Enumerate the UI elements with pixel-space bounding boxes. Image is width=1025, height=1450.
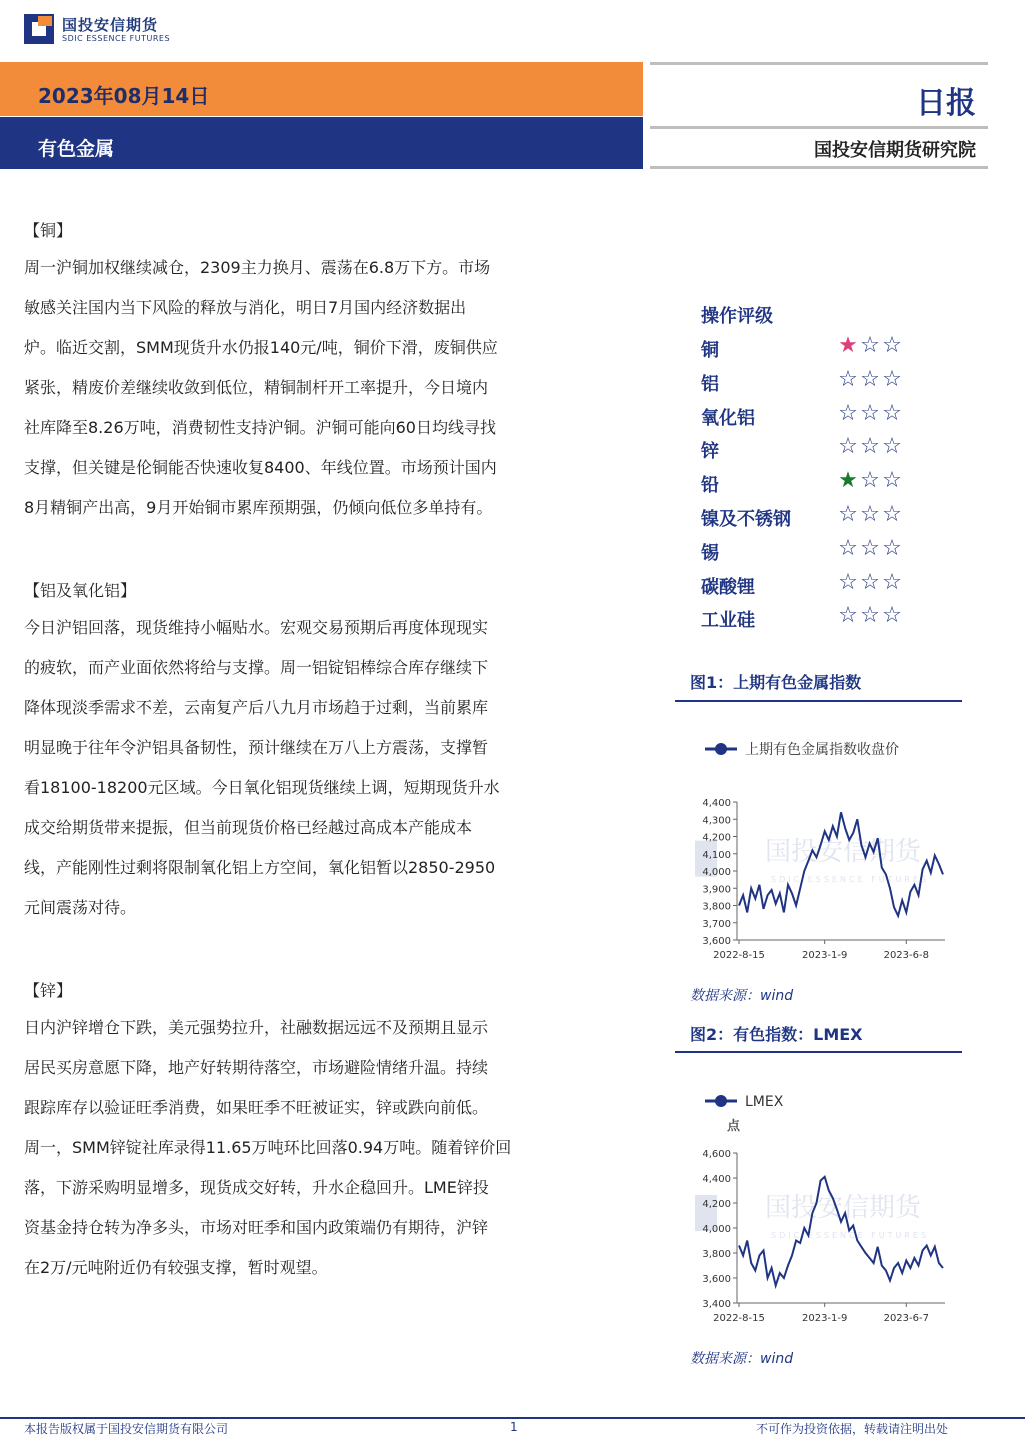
rating-commodity: 镍及不锈钢 bbox=[701, 509, 791, 530]
footer-copyright: 本报告版权属于国投安信期货有限公司 bbox=[24, 1422, 229, 1436]
divider bbox=[650, 126, 988, 129]
star-outline-icon: ☆ bbox=[838, 603, 858, 629]
rating-commodity: 工业硅 bbox=[701, 610, 755, 632]
text-line: 看18100-18200元区域。今日氧化铝现货继续上调，短期现货升水 bbox=[24, 778, 500, 797]
text-line: 敏感关注国内当下风险的释放与消化，明日7月国内经济数据出 bbox=[24, 298, 467, 317]
text-line: 8月精铜产出高，9月开始铜市累库预期强，仍倾向低位多单持有。 bbox=[24, 498, 493, 517]
y-tick-label: 4,300 bbox=[702, 815, 731, 827]
rating-commodity: 锡 bbox=[701, 542, 719, 564]
legend-marker bbox=[715, 743, 727, 755]
text-line: 的疲软，而产业面依然将给与支撑。周一铝锭铝棒综合库存继续下 bbox=[24, 658, 489, 677]
rating-row bbox=[701, 400, 911, 432]
rating-row bbox=[701, 569, 911, 601]
watermark-english: SDIC ESSENCE FUTURES bbox=[771, 1231, 930, 1240]
x-tick-label: 2022-8-15 bbox=[713, 950, 765, 961]
star-outline-icon: ☆ bbox=[882, 603, 902, 629]
y-tick-label: 4,100 bbox=[702, 849, 731, 861]
text-line: 线，产能刚性过剩将限制氧化铝上方空间，氧化铝暂以2850-2950 bbox=[24, 858, 496, 877]
text-line: 社库降至8.26万吨，消费韧性支持沪铜。沪铜可能向60日均线寻找 bbox=[24, 418, 496, 437]
star-outline-icon: ☆ bbox=[882, 366, 902, 392]
y-tick-label: 3,900 bbox=[702, 884, 731, 896]
star-filled-icon: ★ bbox=[838, 333, 858, 358]
y-tick-label: 4,200 bbox=[702, 832, 731, 844]
figure-2-title: 图2：有色指数：LMEX bbox=[690, 1025, 863, 1044]
text-line: 在2万/元吨附近仍有较强支撑，暂时观望。 bbox=[24, 1258, 328, 1277]
text-line: 紧张，精废价差继续收敛到低位，精铜制杆开工率提升，今日境内 bbox=[24, 378, 489, 397]
legend-label: 上期有色金属指数收盘价 bbox=[745, 742, 899, 758]
article-title-copper: 【铜】 bbox=[24, 221, 73, 240]
watermark-text: 国投安信期货 bbox=[765, 836, 922, 867]
text-line: 炉。临近交割，SMM现货升水仍报140元/吨，铜价下滑，废铜供应 bbox=[24, 338, 498, 357]
text-line: 周一沪铜加权继续减仓，2309主力换月、震荡在6.8万下方。市场 bbox=[24, 258, 491, 277]
star-rating bbox=[837, 367, 903, 392]
x-tick-label: 2023-1-9 bbox=[801, 950, 848, 961]
text-line: 周一，SMM锌锭社库录得11.65万吨环比回落0.94万吨。随着锌价回 bbox=[24, 1138, 512, 1157]
footer-rule bbox=[0, 1417, 1025, 1419]
star-outline-icon: ☆ bbox=[838, 366, 858, 392]
y-tick-label: 4,200 bbox=[702, 1199, 731, 1210]
rating-row bbox=[701, 366, 911, 398]
y-tick-label: 3,600 bbox=[702, 1274, 731, 1285]
rating-commodity: 铅 bbox=[701, 475, 719, 497]
star-outline-icon: ☆ bbox=[860, 400, 880, 426]
section-title: 有色金属 bbox=[38, 138, 115, 160]
article-title-aluminium: 【铝及氧化铝】 bbox=[24, 581, 137, 600]
x-tick-label: 2023-6-8 bbox=[883, 950, 929, 961]
x-tick-label: 2023-6-7 bbox=[883, 1313, 929, 1324]
rating-commodity: 碳酸锂 bbox=[701, 576, 755, 598]
star-outline-icon: ☆ bbox=[882, 434, 902, 460]
y-axis-unit: 点 bbox=[727, 1119, 741, 1134]
rating-row bbox=[701, 603, 911, 634]
company-logo-text: 国投安信期货 bbox=[62, 16, 159, 34]
y-tick-label: 4,600 bbox=[702, 1149, 731, 1160]
text-line: 支撑，但关键是伦铜能否快速收复8400、年线位置。市场预计国内 bbox=[24, 458, 497, 477]
company-logo-english: SDIC ESSENCE FUTURES bbox=[62, 34, 171, 43]
text-line: 资基金持仓转为净多头，市场对旺季和国内政策端仍有期待，沪锌 bbox=[24, 1218, 489, 1237]
star-outline-icon: ☆ bbox=[882, 535, 902, 561]
star-rating bbox=[837, 468, 903, 493]
y-tick-label: 4,400 bbox=[702, 1174, 731, 1185]
divider bbox=[650, 62, 988, 65]
rating-row bbox=[701, 502, 911, 533]
star-outline-icon: ☆ bbox=[860, 333, 880, 358]
text-line: 今日沪铝回落，现货维持小幅贴水。宏观交易预期后再度体现现实 bbox=[24, 618, 489, 637]
divider bbox=[650, 166, 988, 169]
watermark-text: 国投安信期货 bbox=[765, 1193, 922, 1223]
star-outline-icon: ☆ bbox=[838, 535, 858, 561]
figure-2-chart bbox=[675, 1080, 962, 1335]
y-tick-label: 3,800 bbox=[702, 1249, 731, 1260]
article-body-zinc bbox=[24, 1008, 606, 1288]
text-line: 元间震荡对待。 bbox=[24, 898, 137, 917]
star-outline-icon: ☆ bbox=[860, 434, 880, 460]
star-outline-icon: ☆ bbox=[838, 569, 858, 595]
y-tick-label: 3,700 bbox=[702, 918, 731, 930]
rating-commodity: 铝 bbox=[701, 373, 719, 395]
figure-1-title: 图1：上期有色金属指数 bbox=[690, 673, 862, 692]
rating-row bbox=[701, 333, 911, 364]
star-outline-icon: ☆ bbox=[882, 569, 902, 595]
footer-disclaimer: 不可作为投资依据，转载请注明出处 bbox=[756, 1422, 949, 1436]
text-line: 跟踪库存以验证旺季消费，如果旺季不旺被证实，锌或跌向前低。 bbox=[24, 1098, 489, 1117]
star-outline-icon: ☆ bbox=[860, 569, 880, 595]
legend-marker bbox=[715, 1095, 727, 1107]
star-outline-icon: ☆ bbox=[860, 468, 880, 494]
star-rating bbox=[837, 401, 903, 426]
star-outline-icon: ☆ bbox=[860, 535, 880, 561]
watermark-english: SDIC ESSENCE FUTURES bbox=[771, 874, 930, 884]
article-body-aluminium bbox=[24, 608, 606, 928]
rating-row bbox=[701, 535, 911, 567]
x-tick-label: 2022-8-15 bbox=[713, 1313, 765, 1324]
rating-commodity: 锌 bbox=[701, 441, 719, 463]
text-line: 降体现淡季需求不差，云南复产后八九月市场趋于过剩，当前累库 bbox=[24, 698, 489, 717]
star-outline-icon: ☆ bbox=[838, 400, 858, 426]
y-tick-label: 4,000 bbox=[702, 867, 731, 878]
text-line: 明显晚于往年令沪铝具备韧性，预计继续在万八上方震荡，支撑暂 bbox=[24, 738, 489, 757]
star-rating bbox=[837, 333, 903, 358]
star-rating bbox=[837, 536, 903, 561]
report-type: 日报 bbox=[916, 86, 976, 121]
article-title-zinc: 【锌】 bbox=[24, 981, 73, 1000]
star-outline-icon: ☆ bbox=[860, 603, 880, 629]
star-outline-icon: ☆ bbox=[838, 502, 858, 527]
text-line: 居民买房意愿下降，地产好转期待落空，市场避险情绪升温。持续 bbox=[24, 1058, 489, 1077]
star-outline-icon: ☆ bbox=[882, 502, 902, 527]
rating-commodity: 氧化铝 bbox=[701, 407, 755, 429]
star-rating bbox=[837, 434, 903, 459]
star-rating bbox=[837, 502, 903, 527]
institute-name: 国投安信期货研究院 bbox=[814, 140, 976, 161]
star-outline-icon: ☆ bbox=[882, 468, 902, 494]
rating-row bbox=[701, 468, 911, 499]
star-outline-icon: ☆ bbox=[838, 434, 858, 460]
y-tick-label: 3,600 bbox=[702, 936, 731, 947]
rating-row bbox=[701, 434, 911, 465]
company-logo-icon bbox=[24, 14, 54, 44]
figure-1-chart bbox=[675, 725, 962, 970]
star-outline-icon: ☆ bbox=[882, 333, 902, 358]
article-body-copper bbox=[24, 248, 606, 528]
star-outline-icon: ☆ bbox=[860, 502, 880, 527]
y-tick-label: 4,000 bbox=[702, 1224, 731, 1235]
figure-2-rule bbox=[675, 1051, 962, 1053]
report-date: 2023年08月14日 bbox=[38, 84, 210, 108]
star-filled-icon: ★ bbox=[838, 468, 858, 494]
y-tick-label: 3,400 bbox=[702, 1299, 731, 1310]
figure-2-source: 数据来源：wind bbox=[690, 1351, 794, 1367]
star-rating bbox=[837, 603, 903, 628]
x-tick-label: 2023-1-9 bbox=[801, 1313, 848, 1324]
page-number: 1 bbox=[510, 1420, 518, 1434]
figure-1-source: 数据来源：wind bbox=[690, 988, 794, 1004]
y-tick-label: 3,800 bbox=[702, 901, 731, 913]
star-rating bbox=[837, 570, 903, 595]
text-line: 落，下游采购明显增多，现货成交好转，升水企稳回升。LME锌投 bbox=[24, 1178, 489, 1197]
rating-commodity: 铜 bbox=[701, 340, 719, 361]
text-line: 日内沪锌增仓下跌，美元强势拉升，社融数据远远不及预期且显示 bbox=[24, 1018, 489, 1037]
star-outline-icon: ☆ bbox=[882, 400, 902, 426]
rating-title: 操作评级 bbox=[701, 306, 773, 327]
star-outline-icon: ☆ bbox=[860, 366, 880, 392]
y-tick-label: 4,400 bbox=[702, 798, 731, 809]
figure-1-rule bbox=[675, 700, 962, 702]
text-line: 成交给期货带来提振，但当前现货价格已经越过高成本产能成本 bbox=[24, 818, 473, 837]
legend-label: LMEX bbox=[745, 1094, 784, 1110]
